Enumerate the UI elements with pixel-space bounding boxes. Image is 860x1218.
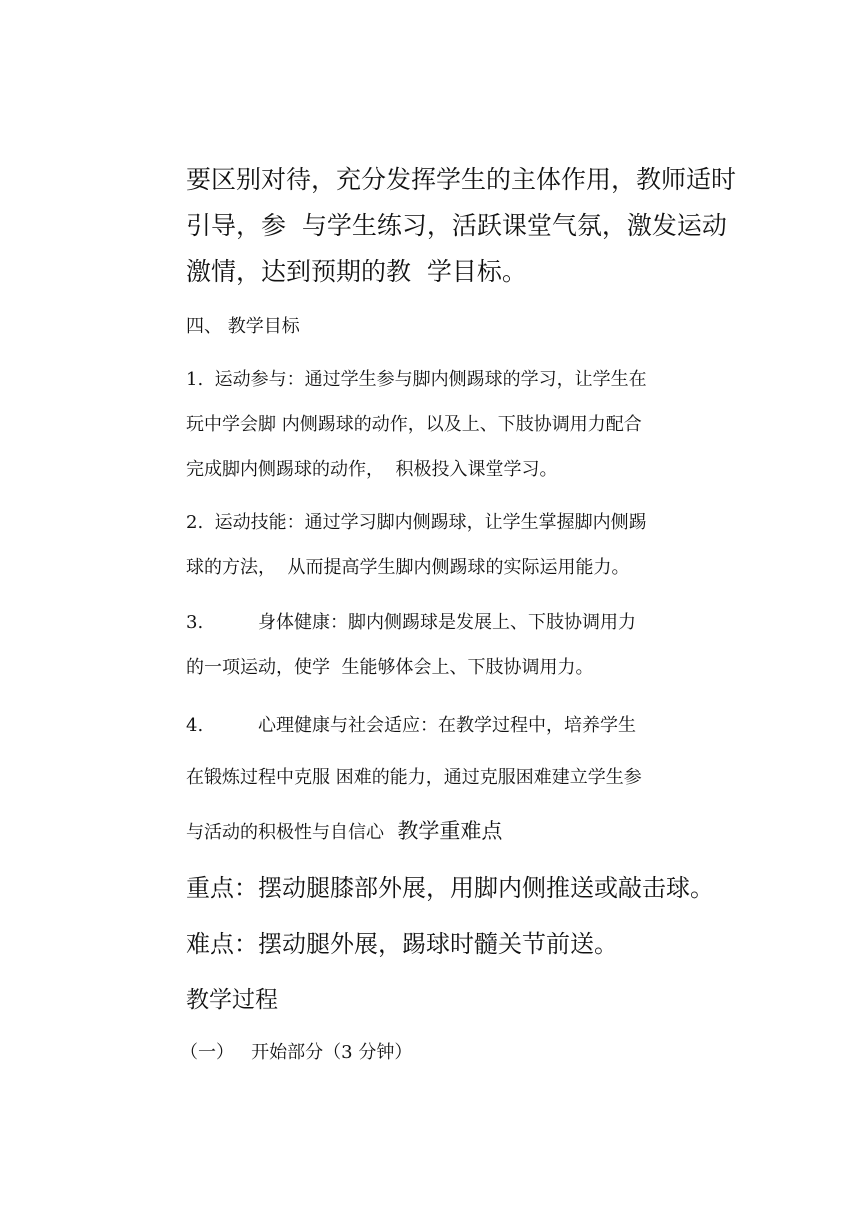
key-point-important: 重点：摆动腿膝部外展，用脚内侧推送或敲击球。 (186, 874, 714, 902)
goal-3-line-1 (186, 608, 636, 634)
key-points-heading: 教学重难点 (384, 819, 503, 843)
section-heading-objectives: 四、 教学目标 (186, 316, 300, 337)
goal-3-line-2: 的一项运动，使学 生能够体会上、下肢协调用力。 (186, 657, 594, 678)
goal-1-line-2: 玩中学会脚 内侧踢球的动作，以及上、下肢协调用力配合 (186, 414, 642, 435)
goal-4-line-3 (186, 815, 502, 845)
key-point-difficult: 难点：摆动腿外展，踢球时髓关节前送。 (186, 930, 618, 958)
intro-line-1: 要区别对待，充分发挥学生的主体作用，教师适时 (186, 165, 737, 194)
goal-3-number: 3. (186, 612, 204, 633)
goal-2-line-1: 2. 运动技能：通过学习脚内侧踢球，让学生掌握脚内侧踢 (186, 512, 647, 533)
goal-4-number: 4. (186, 715, 204, 736)
goal-4-line-1 (186, 711, 636, 737)
intro-line-3: 激情，达到预期的教 学目标。 (186, 257, 527, 286)
intro-line-2: 引导，参 与学生练习，活跃课堂气氛，激发运动 (186, 211, 727, 240)
goal-4-line-3-text: 与活动的积极性与自信心 (186, 822, 384, 843)
process-part-1: （一） 开始部分（3 分钟） (180, 1042, 413, 1063)
goal-4-line-2: 在锻炼过程中克服 困难的能力，通过克服困难建立学生参 (186, 767, 642, 788)
process-heading: 教学过程 (186, 987, 278, 1013)
goal-1-line-3: 完成脚内侧踢球的动作， 积极投入课堂学习。 (186, 459, 558, 480)
goal-4-text: 心理健康与社会适应：在教学过程中，培养学生 (258, 715, 636, 736)
goal-2-line-2: 球的方法， 从而提高学生脚内侧踢球的实际运用能力。 (186, 557, 630, 578)
goal-1-line-1: 1. 运动参与：通过学生参与脚内侧踢球的学习，让学生在 (186, 369, 647, 390)
goal-3-text: 身体健康：脚内侧踢球是发展上、下肢协调用力 (258, 612, 636, 633)
